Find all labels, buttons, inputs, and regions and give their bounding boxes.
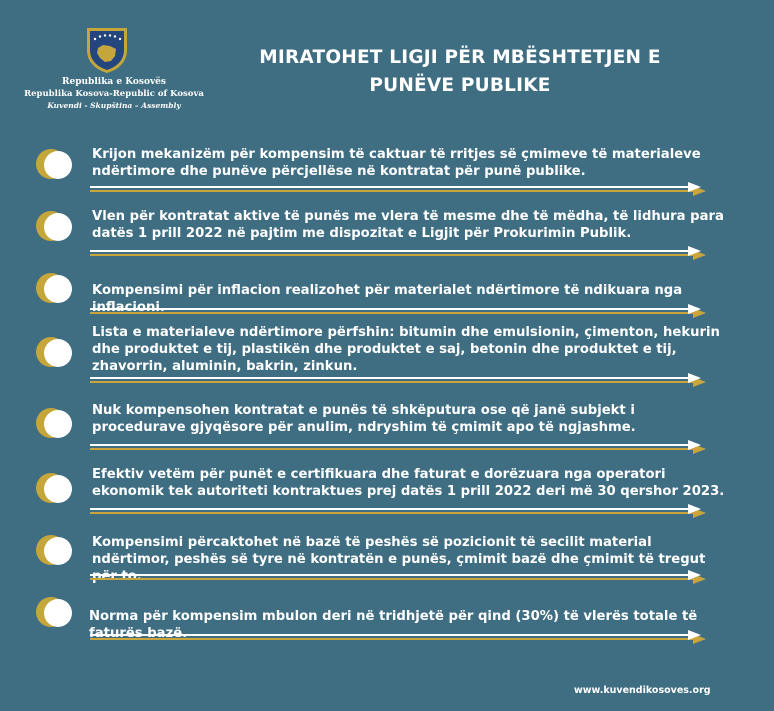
institution-name-multilingual: Republika Kosova-Republic of Kosova bbox=[24, 89, 204, 99]
bullet-circle-icon bbox=[36, 334, 74, 372]
arrow-right-icon bbox=[90, 246, 712, 260]
institution-assembly: Kuvendi - Skupština – Assembly bbox=[47, 101, 181, 110]
bullet-circle-icon bbox=[36, 405, 74, 443]
bullet-circle-icon bbox=[36, 594, 74, 632]
list-item-text: Lista e materialeve ndërtimore përfshin: bitumin dhe emulsionin, çimenton, hekurin dhe produktet e tij, plastikën dhe produktet e saj, betonin dhe produktet e tij, zhavorrin, aluminin, bakrin, zinkun. bbox=[92, 325, 720, 374]
list-item-text: Kompensimi për inflacion realizohet për materialet ndërtimore të ndikuara nga inflacioni. bbox=[92, 283, 683, 315]
header bbox=[0, 0, 774, 120]
arrow-right-icon bbox=[90, 570, 712, 584]
arrow-right-icon bbox=[90, 440, 712, 454]
institution-name: Republika e Kosovës bbox=[62, 77, 166, 87]
arrow-right-icon bbox=[90, 304, 712, 318]
arrow-right-icon bbox=[90, 504, 712, 518]
list-item-text: Efektiv vetëm për punët e certifikuara dhe faturat e dorëzuara nga operatori ekonomik tek autoriteti kontraktues prej datës 1 prill 2022 deri më 30 qershor 2023. bbox=[92, 467, 725, 499]
kosovo-emblem-icon bbox=[84, 26, 130, 74]
page-title-line1: MIRATOHET LIGJI PËR MBËSHTETJEN E bbox=[259, 47, 661, 68]
list-item-text: Kompensimi përcaktohet në bazë të peshës së pozicionit të secilit material ndërtimor, peshës së tyre në kontratën e punës, çmimit bazë dhe çmimit të tregut për to. bbox=[92, 535, 706, 584]
bullet-circle-icon bbox=[36, 532, 74, 570]
list-item-text: Norma për kompensim mbulon deri në tridhjetë për qind (30%) të vlerës totale të faturës bazë. bbox=[89, 609, 698, 641]
website-link[interactable]: www.kuvendikosoves.org bbox=[574, 685, 711, 696]
arrow-right-icon bbox=[90, 373, 712, 387]
list-item-text: Krijon mekanizëm për kompensim të caktuar të rritjes së çmimeve të materialeve ndërtimore dhe punëve përcjellëse në kontratat për punë publike. bbox=[92, 147, 701, 179]
bullet-circle-icon bbox=[36, 208, 74, 246]
page-title bbox=[240, 44, 680, 100]
arrow-right-icon bbox=[90, 182, 712, 196]
bullet-circle-icon bbox=[36, 270, 74, 308]
arrow-right-icon bbox=[90, 630, 712, 644]
page-title-line2: PUNËVE PUBLIKE bbox=[369, 75, 551, 96]
bullet-circle-icon bbox=[36, 146, 74, 184]
list-item-text: Vlen për kontratat aktive të punës me vlera të mesme dhe të mëdha, të lidhura para datës 1 prill 2022 në pajtim me dispozitat e Ligjit për Prokurimin Publik. bbox=[92, 209, 724, 241]
bullet-circle-icon bbox=[36, 470, 74, 508]
list-item-text: Nuk kompensohen kontratat e punës të shkëputura ose që janë subjekt i procedurave gjyqësore për anulim, ndryshim të çmimit apo të ngjashme. bbox=[92, 403, 636, 435]
